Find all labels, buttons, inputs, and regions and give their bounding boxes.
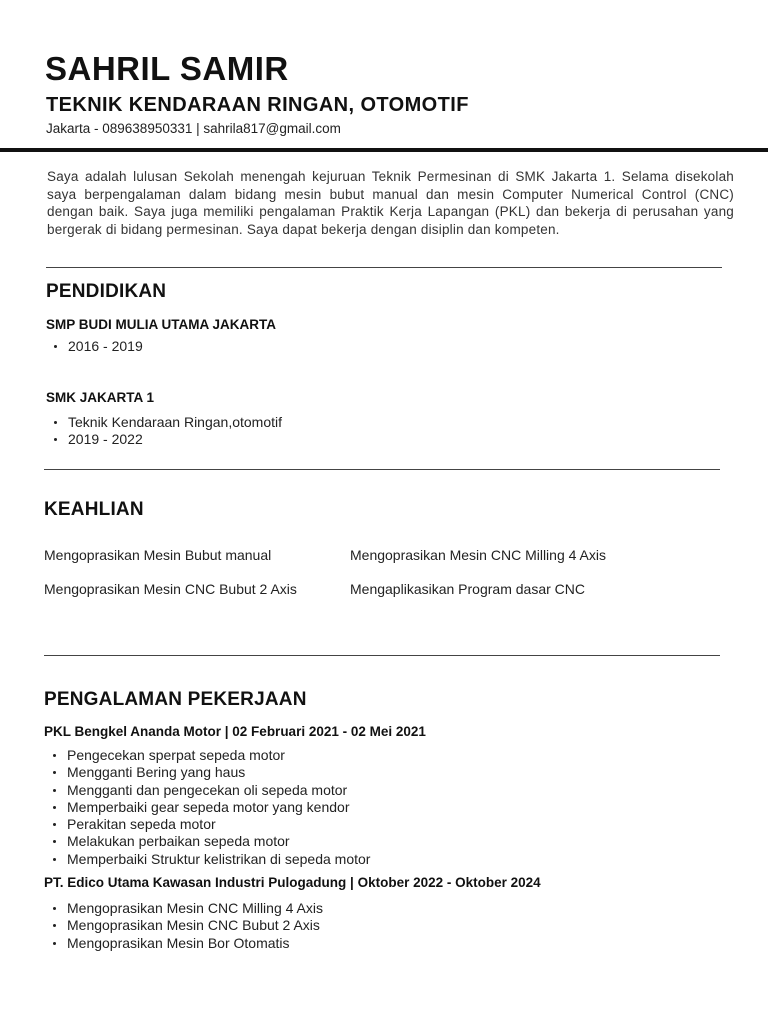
school-details (46, 338, 143, 355)
education-heading: PENDIDIKAN (46, 281, 167, 302)
school-detail-item: Teknik Kendaraan Ringan,otomotif (68, 414, 283, 430)
job-task-item: Memperbaiki gear sepeda motor yang kendor (67, 799, 370, 816)
school-name: SMK JAKARTA 1 (46, 390, 155, 405)
job-task-item: Mengoprasikan Mesin CNC Bubut 2 Axis (67, 917, 323, 934)
skill-item: Mengoprasikan Mesin Bubut manual (44, 547, 272, 563)
school-details (46, 414, 282, 449)
section-divider (44, 469, 720, 470)
skills-heading: KEAHLIAN (44, 499, 144, 520)
candidate-name: SAHRIL SAMIR (45, 50, 289, 87)
school-detail-item: 2016 - 2019 (68, 338, 143, 354)
candidate-role: TEKNIK KENDARAAN RINGAN, OTOMOTIF (46, 94, 469, 116)
job-task-item: Mengoprasikan Mesin CNC Milling 4 Axis (67, 900, 323, 916)
job-task-item: Memperbaiki Struktur kelistrikan di sepeda motor (67, 850, 371, 867)
skill-item: Mengoprasikan Mesin CNC Milling 4 Axis (350, 547, 606, 563)
job-task-item: Mengganti Bering yang haus (67, 764, 370, 781)
job-tasks (45, 900, 323, 952)
job-task-item: Mengganti dan pengecekan oli sepeda motor (67, 782, 370, 799)
experience-heading: PENGALAMAN PEKERJAAN (44, 689, 307, 710)
school-name: SMP BUDI MULIA UTAMA JAKARTA (46, 317, 276, 332)
skill-item: Mengoprasikan Mesin CNC Bubut 2 Axis (44, 581, 297, 597)
job-task-item: Mengoprasikan Mesin Bor Otomatis (67, 935, 323, 952)
contact-info: Jakarta - 089638950331 | sahrila817@gmail.com (46, 121, 341, 136)
job-title: PKL Bengkel Ananda Motor | 02 Februari 2021 - 02 Mei 2021 (44, 724, 426, 739)
job-tasks (45, 747, 370, 868)
job-task-item: Pengecekan sperpat sepeda motor (67, 747, 370, 764)
profile-summary: Saya adalah lulusan Sekolah menengah kejuruan Teknik Permesinan di SMK Jakarta 1. Selama disekolah saya berpengalaman dalam bidang mesin bubut manual dan mesin Computer Numerical Control (CNC) dengan baik. Saya juga memiliki pengalaman Praktik Kerja Lapangan (PKL) dan bekerja di perusahan yang bergerak di bidang permesinan. Saya dapat bekerja dengan disiplin dan kompeten. (47, 169, 734, 237)
skill-item: Mengaplikasikan Program dasar CNC (350, 581, 585, 597)
section-divider (44, 655, 720, 656)
job-task-item: Melakukan perbaikan sepeda motor (67, 833, 370, 850)
job-task-item: Perakitan sepeda motor (67, 816, 370, 833)
section-divider (46, 267, 722, 268)
school-detail-item: 2019 - 2022 (68, 431, 282, 448)
job-title: PT. Edico Utama Kawasan Industri Pulogadung | Oktober 2022 - Oktober 2024 (44, 875, 541, 890)
header-divider (0, 148, 768, 152)
